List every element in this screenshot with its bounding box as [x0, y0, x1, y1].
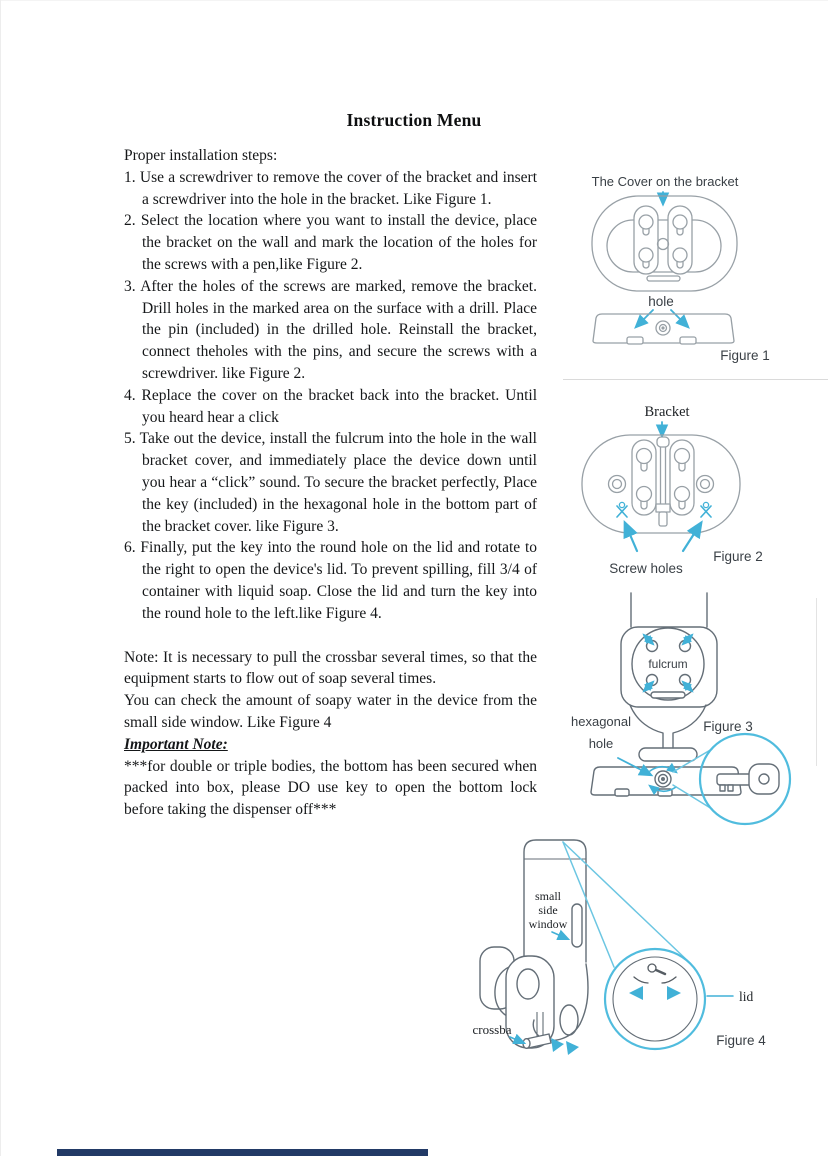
- fig4-caption: Figure 4: [716, 1033, 766, 1048]
- device-body: [621, 593, 717, 707]
- bottom-slot: [647, 276, 680, 281]
- magnifier-circle: [605, 949, 705, 1049]
- magnifier-line-right: [563, 842, 690, 963]
- side-hole-left: [609, 476, 626, 493]
- hexagonal-screw: [661, 777, 665, 781]
- step-5: [124, 428, 537, 537]
- wall-bracket-topview: [582, 435, 740, 533]
- key-icon: [717, 764, 779, 794]
- page-title: Instruction Menu: [346, 110, 482, 130]
- note-paragraph-1: Note: It is necessary to pull the crossbar several times, so that the equipment starts to flow out of soap several times.: [124, 648, 537, 688]
- screw-hole-marker-left: [617, 502, 627, 517]
- magnifier-line-bottom: [673, 785, 712, 809]
- magnifier-line-left: [563, 842, 614, 967]
- fig2-screwholes-label: Screw holes: [609, 561, 683, 576]
- figure-2-bracket-diagram: [560, 392, 828, 584]
- figure-divider-line: [563, 379, 828, 380]
- pull-arrow-icon-2: [566, 1041, 579, 1055]
- fig4-crossbar-label: crossba: [472, 1022, 512, 1037]
- faint-table-border: [816, 598, 817, 766]
- step-4-text: Replace the cover on the bracket back into the bracket. Until you heard hear a click: [141, 386, 538, 426]
- note-paragraph-2: You can check the amount of soapy water in the device from the small side window. Like Figure 4: [124, 692, 537, 731]
- step-1-text: Use a screwdriver to remove the cover of the bracket and insert a screwdriver into the hole in the bracket. Like Figure 1.: [139, 168, 537, 208]
- important-note-text: ***for double or triple bodies, the bottom has been secured when packed into box, please DO use key to open the bottom lock before taking the dispenser off***: [124, 757, 537, 819]
- step-5-text: Take out the device, install the fulcrum into the hole in the wall bracket cover, and immediately place the device down until you hear a “click” sound. To secure the bracket perfectly, Place the key (included) in the hexagonal hole in the bottom part of the bracket cover. like Figure 3.: [139, 430, 537, 535]
- screw-hole-marker-right: [701, 502, 711, 517]
- bracket-cover-sideview: [593, 314, 734, 344]
- intro-line: Proper installation steps:: [124, 147, 278, 164]
- bracket-cover-topview: [592, 196, 737, 291]
- fig2-caption: Figure 2: [713, 549, 763, 564]
- step-5-number: 5.: [124, 430, 136, 448]
- step-4: [124, 385, 537, 429]
- paragraph-gap: [124, 625, 537, 647]
- step-4-number: 4.: [124, 386, 136, 404]
- screw-arrow-right-icon: [683, 523, 701, 551]
- step-3-number: 3.: [124, 277, 136, 295]
- fig4-window-label-line2: side: [538, 903, 558, 917]
- hole-arrow-right-icon: [671, 310, 688, 327]
- figure-3-fulcrum-diagram: [555, 585, 828, 827]
- fig3-hex-label-line1: hexagonal: [571, 714, 631, 729]
- window-arrow-icon: [552, 932, 568, 939]
- fig1-hole-label: hole: [648, 294, 674, 309]
- fig2-top-label: Bracket: [644, 404, 690, 420]
- center-hole: [658, 239, 669, 250]
- step-6-text: Finally, put the key into the round hole on the lid and rotate to the right to open the device's lid. To prevent spilling, fill 3/4 of container with liquid soap. Close the lid and turn the key into the round hole to the left.like Figure 4.: [140, 539, 538, 622]
- figure-4-dispenser-diagram: [440, 832, 800, 1072]
- fig4-window-label-line3: window: [528, 917, 568, 931]
- fig4-window-label-line1: small: [535, 889, 561, 903]
- step-1: [124, 167, 537, 211]
- bottom-navy-bar: [57, 1149, 428, 1156]
- side-hole-right: [697, 476, 714, 493]
- fig1-caption: Figure 1: [720, 348, 770, 363]
- step-3: [124, 276, 537, 385]
- center-clip: [656, 448, 670, 526]
- instruction-text-column: [124, 145, 537, 821]
- lid-arrow-left-icon: [629, 986, 643, 1000]
- step-6-number: 6.: [124, 539, 136, 557]
- step-2-text: Select the location where you want to install the device, place the bracket on the wall and mark the location of the holes for the screws with a pen,like Figure 2.: [140, 212, 537, 273]
- fig3-caption: Figure 3: [703, 719, 753, 734]
- step-6: [124, 537, 537, 624]
- key-rotate-icon: [634, 964, 676, 983]
- fig3-fulcrum-label: fulcrum: [648, 657, 688, 671]
- hole-arrow-left-icon: [636, 310, 653, 327]
- device-stem-and-base: [630, 705, 706, 761]
- step-1-number: 1.: [124, 168, 136, 186]
- side-window-slot: [572, 904, 582, 947]
- important-note-heading: Important Note:: [124, 735, 228, 753]
- step-3-text: After the holes of the screws are marked, remove the bracket. Drill holes in the marked area on the surface with a drill. Place the pin (included) in the drilled hole. Reinstall the bracket, connect theholes with the pins, and secure the screws with a screwdriver. like Figure 2.: [140, 277, 537, 382]
- spout-opening: [560, 1005, 578, 1035]
- step-2: [124, 210, 537, 275]
- fig1-top-label: The Cover on the bracket: [591, 174, 739, 189]
- figure-1-cover-diagram: [560, 165, 828, 365]
- step-2-number: 2.: [124, 212, 136, 230]
- lid-arrow-right-icon: [667, 986, 681, 1000]
- screw-arrow-left-icon: [625, 523, 637, 551]
- fig3-hex-label-line2: hole: [588, 736, 614, 751]
- fig4-lid-label: lid: [739, 989, 754, 1004]
